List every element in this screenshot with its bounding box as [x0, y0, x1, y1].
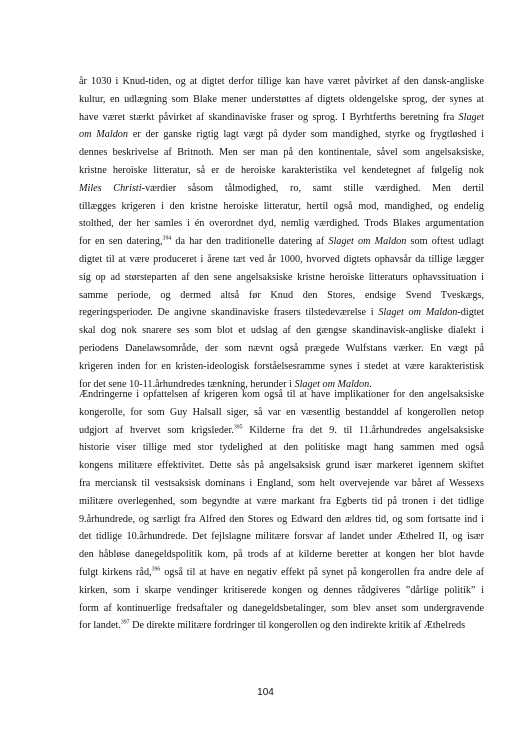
- text-run: digtet til at være produceret i årene tæt ved år 1000, hvorved digtets ophavsår da tillige lægger: [79, 253, 484, 265]
- italic-title: Slaget om Maldon: [294, 378, 370, 390]
- italic-title: Slaget om Maldon: [378, 307, 458, 319]
- text-line: [79, 304, 484, 322]
- text-line: [79, 600, 484, 618]
- text-run: have været stærkt påvirket af skandinaviske fraser og sprog. I Byrhtferths beretning fra: [79, 111, 459, 123]
- text-run: regeringsperioder. De angivne skandinaviske frasers tilstedeværelse i: [79, 307, 379, 319]
- text-line: [79, 422, 484, 440]
- text-line: [79, 109, 484, 127]
- text-run: kirken, som i skarpe vendinger kritiserede kongen og dennes rådgiveres ”dårlige politik” i: [79, 584, 484, 596]
- text-run: 9.århundrede, og særligt fra Alfred den Stores og Edward den ældres tid, og som fortsatte ind i: [79, 513, 484, 525]
- footnote-ref: 395: [233, 424, 243, 431]
- text-line: [79, 511, 484, 529]
- text-run: for det sene 10-11.århundredes tænkning, herunder i: [79, 378, 295, 390]
- text-run: dennes beskrivelse af Britnoth. Men ser man på den kontinentale, såvel som angelsaksiske,: [79, 147, 484, 159]
- text-run: kongerolle, for som Guy Halsall siger, så var en væsentlig bestanddel af kongerollen netop: [79, 406, 484, 418]
- page-number: 104: [257, 687, 274, 698]
- paragraph-2: [79, 386, 484, 635]
- italic-title: om Maldon: [79, 129, 128, 141]
- text-run: krigeren inden for en kristen-ideologisk forståelsesramme synes i stedet at være karakteristisk: [79, 360, 484, 372]
- text-run: form af kontinuerlige fredsaftaler og danegeldsbetalinger, som blev anset som undergravende: [79, 602, 484, 614]
- text-run: som oftest udlagt: [406, 236, 484, 248]
- italic-title: Miles Christi: [79, 182, 142, 194]
- text-run: for en sen datering,: [79, 236, 163, 248]
- text-line: [79, 358, 484, 376]
- text-run: -digtet: [457, 307, 484, 319]
- text-line: [79, 546, 484, 564]
- text-run: kristne heroiske litteratur, så er de heroiske karakteristika vel kendetegnet af følgelig nok: [79, 164, 484, 176]
- text-line: [79, 287, 484, 305]
- text-line: [79, 564, 484, 582]
- text-run: stolthed, der her samles i én overordnet dyd, nemlig værdighed. Trods Blakes argumentation: [79, 218, 484, 230]
- text-line: [79, 126, 484, 144]
- text-line: [79, 269, 484, 287]
- text-line: [79, 386, 484, 404]
- text-line: [79, 439, 484, 457]
- italic-title: Slaget: [458, 111, 484, 123]
- text-line: [79, 251, 484, 269]
- footnote-ref: 394: [162, 235, 172, 242]
- text-run: også til at have en negativ effekt på synet på kongerollen fra andre dele af: [160, 566, 485, 578]
- text-line: [79, 582, 484, 600]
- text-run: skal dog nok snarere ses som blot et udslag af den gængse skandinavisk-angliske dialekt i: [79, 325, 484, 337]
- text-run: Ændringerne i opfattelsen af krigeren kom også til at have implikationer for den angelsaksiske: [79, 389, 484, 400]
- footnote-ref: 397: [120, 619, 130, 626]
- text-line: [79, 322, 484, 340]
- text-line: [79, 404, 484, 422]
- text-run: kultur, en udlægning som Blake mener understøttes af digtets oldengelske sprog, der synes at: [79, 93, 484, 105]
- text-run: periodens Danelawsområde, der som nævnt også prægede Wulfstans værker. En vægt på: [79, 342, 484, 354]
- text-run: er der ganske rigtig lagt vægt på dyder som mandighed, styrke og frygtløshed i: [127, 129, 484, 141]
- italic-title: Slaget om Maldon: [328, 236, 407, 248]
- text-run: kongens militære effektivitet. Dette sås på angelsaksisk grund især markeret igennem skiftet: [79, 460, 484, 472]
- text-line: [79, 457, 484, 475]
- text-line: [79, 215, 484, 233]
- text-run: De direkte militære fordringer til kongerollen og den indirekte kritik af Æthelreds: [129, 620, 466, 632]
- text-run: år 1030 i Knud-tiden, og at digtet derfor tillige kan have været påvirket af den dansk-angliske: [79, 76, 484, 87]
- text-line: [79, 233, 484, 251]
- text-run: den håbløse danegeldspolitik kom, på trods af at kilderne beretter at kongen her blot havde: [79, 549, 484, 561]
- text-line: [79, 340, 484, 358]
- paragraph-1: [79, 73, 484, 393]
- text-line: [79, 73, 484, 91]
- text-line: [79, 91, 484, 109]
- text-run: udgjort af hvervet som krigsleder.: [79, 424, 234, 436]
- text-run: fulgt kirkens råd,: [79, 566, 152, 578]
- footnote-ref: 396: [151, 566, 161, 573]
- text-line: [79, 528, 484, 546]
- text-line: [79, 617, 484, 635]
- text-run: fra merciansk til vestsaksisk dominans i England, som helt overvejende var båret af Wessexs: [79, 477, 484, 489]
- text-run: historie viser tillige med stor tydelighed at den politiske magt hang sammen med også: [79, 442, 484, 454]
- text-line: [79, 180, 484, 198]
- text-run: for landet.: [79, 620, 121, 632]
- text-line: [79, 144, 484, 162]
- text-run: -værdier såsom tålmodighed, ro, samt stille værdighed. Men dertil: [141, 182, 484, 194]
- text-line: [79, 475, 484, 493]
- text-run: da har den traditionelle datering af: [171, 236, 329, 248]
- text-run: militære overlegenhed, som begyndte at være markant fra Egberts tid på tronen i det tidlige: [79, 495, 484, 507]
- text-run: sig op ad størsteparten af den sene angelsaksiske kristne heroiske litteraturs ophavssituation i: [79, 271, 484, 283]
- text-run: det tidlige 10.århundrede. Det fejlslagne militære forsvar af landet under Æthelred II, og især: [79, 531, 484, 543]
- text-run: tillægges krigeren i den kristne heroiske litteratur, hertil også mod, mandighed, og endelig: [79, 200, 484, 212]
- text-run: samme periode, og dermed altså før Knud den Stores, endsige Svend Tveskægs,: [79, 289, 484, 301]
- text-run: Kilderne fra det 9. til 11.århundredes angelsaksiske: [242, 424, 484, 436]
- text-line: [79, 493, 484, 511]
- text-line: [79, 162, 484, 180]
- text-line: [79, 198, 484, 216]
- text-run: .: [369, 378, 372, 390]
